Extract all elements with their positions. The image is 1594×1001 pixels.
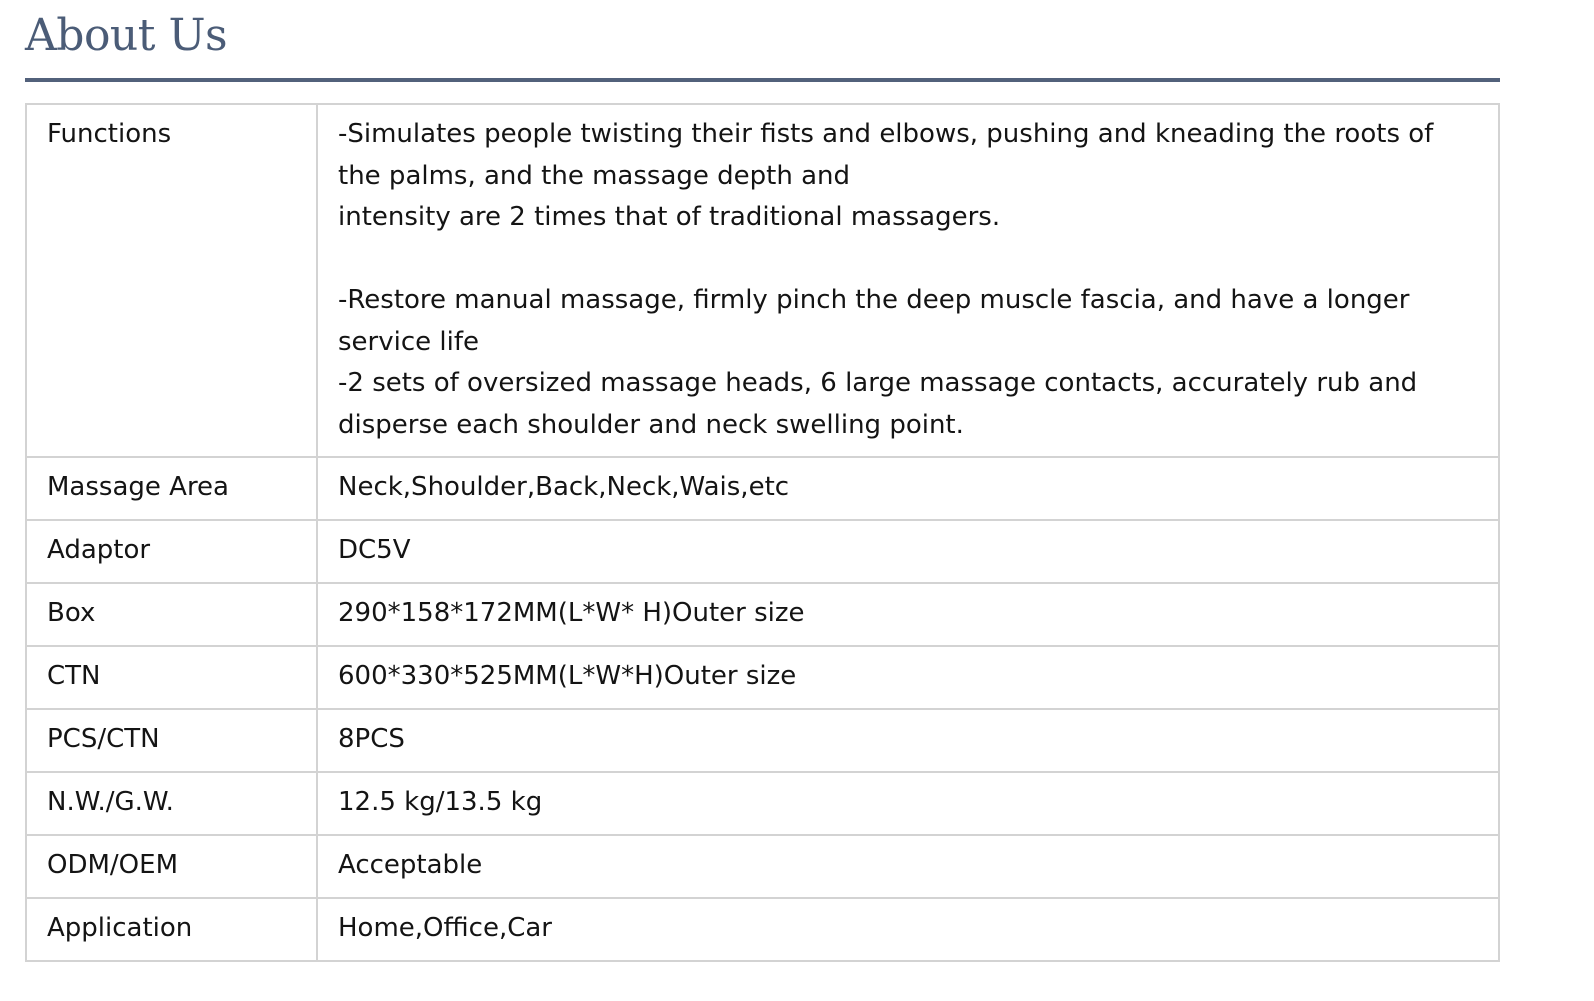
table-row [26, 898, 1499, 961]
spec-value-functions [317, 104, 1499, 457]
functions-text-3: -2 sets of oversized massage heads, 6 large massage contacts, accurately rub and disperse each shoulder and neck swelling point. [338, 368, 1418, 440]
spec-value: 8PCS [317, 709, 1499, 772]
functions-gap [338, 239, 1478, 281]
spec-value: Home,Office,Car [317, 898, 1499, 961]
functions-text-2: -Restore manual massage, firmly pinch the deep muscle fascia, and have a longer service life [338, 285, 1410, 357]
about-us-section [25, 0, 1500, 962]
spec-label: Application [26, 898, 317, 961]
spec-label: ODM/OEM [26, 835, 317, 898]
table-row [26, 709, 1499, 772]
table-row [26, 772, 1499, 835]
table-row [26, 457, 1499, 520]
spec-value: Neck,Shoulder,Back,Neck,Wais,etc [317, 457, 1499, 520]
functions-text-1b: intensity are 2 times that of traditional massagers. [338, 202, 1001, 232]
table-row [26, 583, 1499, 646]
table-row [26, 835, 1499, 898]
spec-label: Adaptor [26, 520, 317, 583]
spec-label: Massage Area [26, 457, 317, 520]
spec-value: 12.5 kg/13.5 kg [317, 772, 1499, 835]
page-title: About Us [25, 10, 228, 61]
title-divider [25, 78, 1500, 82]
table-row-functions [26, 104, 1499, 457]
spec-value: Acceptable [317, 835, 1499, 898]
spec-label: Functions [26, 104, 317, 457]
table-row [26, 646, 1499, 709]
table-row [26, 520, 1499, 583]
spec-table [25, 103, 1500, 962]
spec-value: 600*330*525MM(L*W*H)Outer size [317, 646, 1499, 709]
spec-value: 290*158*172MM(L*W* H)Outer size [317, 583, 1499, 646]
spec-label: N.W./G.W. [26, 772, 317, 835]
functions-text-1: -Simulates people twisting their fists and elbows, pushing and kneading the roots of the palms, and the massage depth and [338, 119, 1434, 191]
spec-value: DC5V [317, 520, 1499, 583]
spec-label: Box [26, 583, 317, 646]
spec-label: PCS/CTN [26, 709, 317, 772]
spec-label: CTN [26, 646, 317, 709]
